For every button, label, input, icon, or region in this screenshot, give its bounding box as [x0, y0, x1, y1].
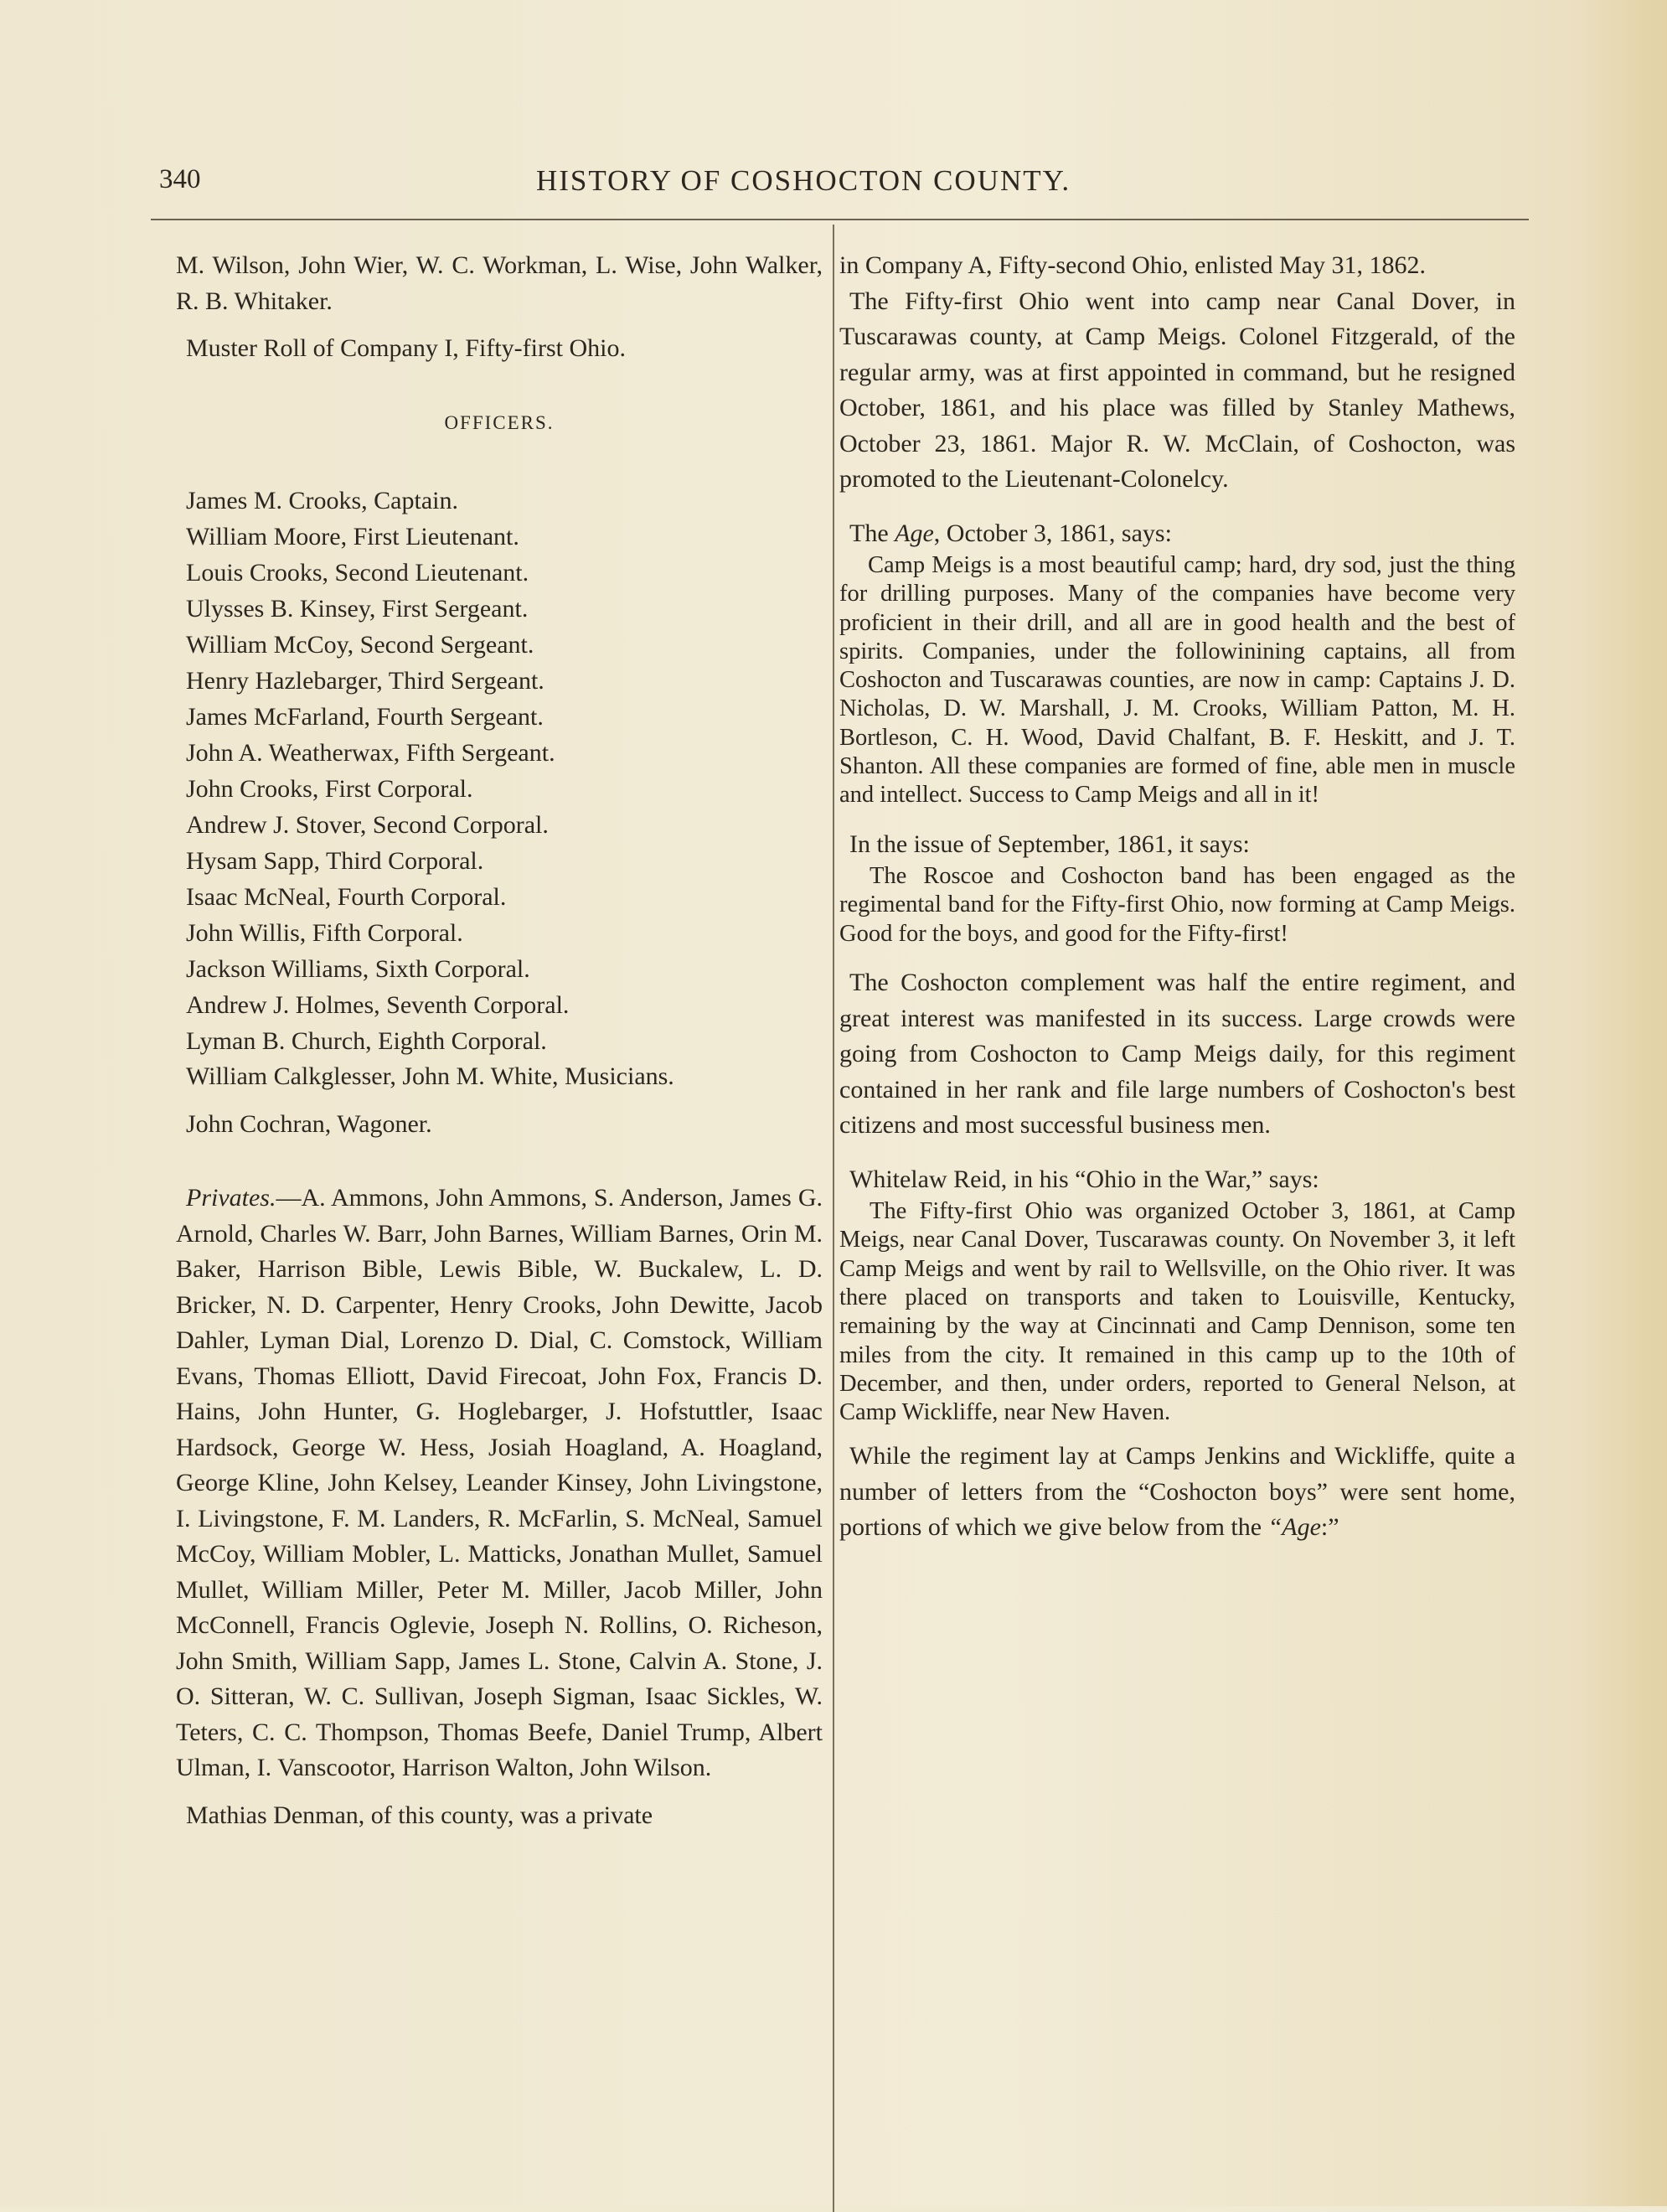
quote-band: The Roscoe and Coshocton band has been engaged as the regimental band for the Fifty-first Ohio, now forming at Camp Meigs. Good for the boys, and good for the Fifty-first!	[839, 863, 1515, 947]
privates-label: Privates.	[186, 1184, 276, 1212]
age-intro-prefix: The	[849, 519, 895, 547]
muster-roll-title: Muster Roll of Company I, Fifty-first Ohio.	[186, 334, 626, 362]
officer-entry: Isaac McNeal, Fourth Corporal.	[186, 883, 507, 911]
header-rule	[151, 219, 1529, 220]
officers-list	[176, 483, 823, 1059]
officer-entry: Ulysses B. Kinsey, First Sergeant.	[186, 595, 529, 623]
letters-text: While the regiment lay at Camps Jenkins and Wickliffe, quite a number of letters from the “Coshocton boys” were sent home, portions of which we give below from the	[839, 1442, 1515, 1542]
column-divider	[833, 225, 834, 2212]
letters-paragraph	[839, 1439, 1515, 1546]
quote-camp-meigs: Camp Meigs is a most beautiful camp; hard, dry sod, just the thing for drilling purposes. Many of the companies have become very proficient in their drill, and all are in good health and the best of spirits. Companies, under the followinining captains, all from Coshocton and Tuscarawas counties, are now in camp: Captains J. D. Nicholas, D. W. Marshall, J. M. Crooks, William Patton, M. H. Bortleson, C. H. Wood, David Chalfant, B. F. Heskitt, and J. T. Shanton. All these companies are formed of fine, able men in muscle and intellect. Success to Camp Meigs and all in it!	[839, 552, 1515, 809]
officer-entry: John Crooks, First Corporal.	[186, 775, 473, 803]
age-newspaper-title: Age	[895, 519, 934, 547]
officer-entry: John A. Weatherwax, Fifth Sergeant.	[186, 739, 555, 767]
letters-suffix: :”	[1320, 1513, 1339, 1542]
quote-reid: The Fifty-first Ohio was organized October 3, 1861, at Camp Meigs, near Canal Dover, Tuscarawas county. On November 3, it left Camp Meigs and went by rail to Wellsville, on the Ohio river. It was there placed on transports and taken to Louisville, Kentucky, remaining by the way at Cincinnati and Camp Dennison, some ten miles from the city. It remained in this camp up to the 10th of December, and then, under orders, reported to General Nelson, at Camp Wickliffe, near New Haven.	[839, 1198, 1515, 1426]
camp-paragraph: The Fifty-first Ohio went into camp near Canal Dover, in Tuscarawas county, at Camp Meigs. Colonel Fitzgerald, of the regular army, was at first appointed in command, but he resigned October, 1861, and his place was filled by Stanley Mathews, October 23, 1861. Major R. W. McClain, of Coshocton, was promoted to the Lieutenant-Colonelcy.	[839, 287, 1515, 493]
officer-entry: Andrew J. Stover, Second Corporal.	[186, 811, 549, 839]
officer-entry: James McFarland, Fourth Sergeant.	[186, 703, 544, 731]
page-number: 340	[159, 164, 201, 194]
musicians-entry: William Calkglesser, John M. White, Musicians.	[186, 1062, 674, 1090]
officer-entry: Henry Hazlebarger, Third Sergeant.	[186, 667, 544, 695]
age-intro	[839, 516, 1515, 552]
running-head-title: HISTORY OF COSHOCTON COUNTY.	[536, 164, 1071, 197]
age-intro-suffix: , October 3, 1861, says:	[933, 519, 1172, 547]
officer-entry: Andrew J. Holmes, Seventh Corporal.	[186, 991, 570, 1019]
privates-list: —A. Ammons, John Ammons, S. Anderson, James G. Arnold, Charles W. Barr, John Barnes, William Barnes, Orin M. Baker, Harrison Bible, Lewis Bible, W. Buckalew, L. D. Bricker, N. D. Carpenter, Henry Crooks, John Dewitte, Jacob Dahler, Lyman Dial, Lorenzo D. Dial, C. Comstock, William Evans, Thomas Elliott, David Firecoat, John Fox, Francis D. Hains, John Hunter, G. Hoglebarger, J. Hofstuttler, Isaac Hardsock, George W. Hess, Josiah Hoagland, A. Hoagland, George Kline, John Kelsey, Leander Kinsey, John Livingstone, I. Livingstone, F. M. Landers, R. McFarlin, S. McNeal, Samuel McCoy, William Mobler, L. Matticks, Jonathan Mullet, Samuel Mullet, William Miller, Peter M. Miller, Jacob Miller, John McConnell, Francis Oglevie, Joseph N. Rollins, O. Richeson, John Smith, William Sapp, James L. Stone, Calvin A. Stone, J. O. Sitteran, W. C. Sullivan, Joseph Sigman, Isaac Sickles, W. Teters, C. C. Thompson, Thomas Beefe, Daniel Trump, Albert Ulman, I. Vanscootor, Harrison Walton, John Wilson.	[176, 1184, 823, 1781]
officer-entry: William Moore, First Lieutenant.	[186, 523, 519, 550]
letters-age-title: “Age	[1267, 1513, 1321, 1542]
page-header	[0, 164, 1667, 206]
officer-entry: James M. Crooks, Captain.	[186, 487, 458, 514]
reid-intro: Whitelaw Reid, in his “Ohio in the War,” says:	[849, 1165, 1319, 1193]
left-column	[176, 248, 823, 1833]
right-column	[839, 248, 1515, 1546]
officer-entry: Louis Crooks, Second Lieutenant.	[186, 559, 529, 587]
officer-entry: Hysam Sapp, Third Corporal.	[186, 847, 484, 875]
wagoner-entry: John Cochran, Wagoner.	[186, 1109, 432, 1138]
officer-entry: Lyman B. Church, Eighth Corporal.	[186, 1027, 547, 1055]
complement-paragraph: The Coshocton complement was half the entire regiment, and great interest was manifested in its success. Large crowds were going from Coshocton to Camp Meigs daily, for this regiment contained in her rank and file large numbers of Coshocton's best citizens and most successful business men.	[839, 969, 1515, 1140]
intro-paragraph: M. Wilson, John Wier, W. C. Workman, L. Wise, John Walker, R. B. Whitaker.	[176, 251, 823, 315]
officer-entry: Jackson Williams, Sixth Corporal.	[186, 955, 530, 983]
privates-paragraph	[176, 1181, 823, 1786]
officer-entry: William McCoy, Second Sergeant.	[186, 631, 534, 659]
officers-heading: OFFICERS.	[444, 411, 555, 433]
continuation-paragraph: in Company A, Fifty-second Ohio, enlisted May 31, 1862.	[839, 251, 1426, 279]
officer-entry: John Willis, Fifth Corporal.	[186, 919, 463, 947]
closing-paragraph: Mathias Denman, of this county, was a private	[186, 1801, 653, 1829]
issue-intro: In the issue of September, 1861, it says:	[849, 830, 1250, 858]
